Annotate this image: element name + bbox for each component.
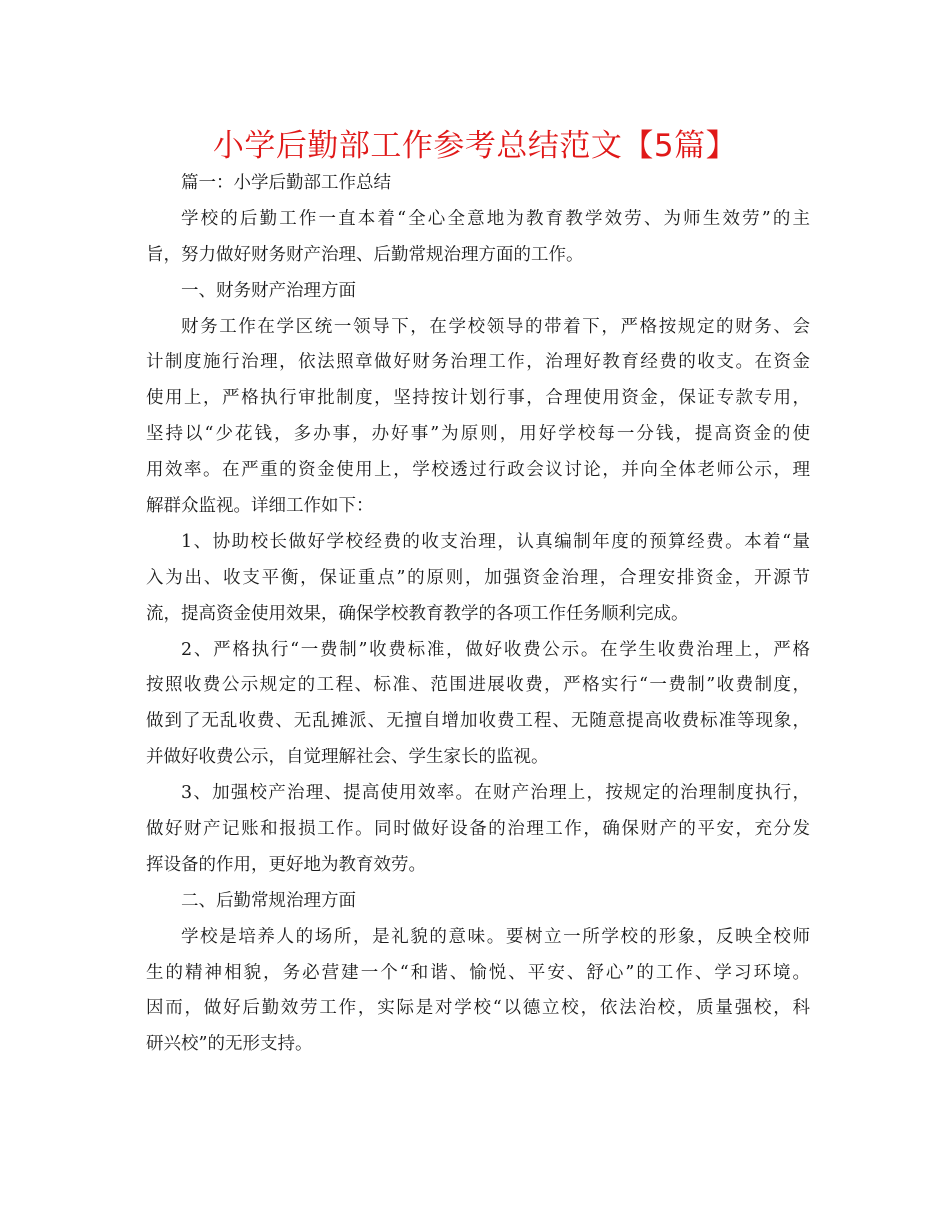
text-line: 生的精神相貌，务必营建一个“和谐、愉悦、平安、舒心”的工作、学习环境。 — [146, 962, 810, 983]
document-title: 小学后勤部工作参考总结范文【5篇】 — [212, 128, 738, 164]
text-line: 坚持以“少花钱，多办事，办好事”为原则，用好学校每一分钱，提高资金的使 — [146, 424, 810, 445]
text-line: 并做好收费公示，自觉理解社会、学生家长的监视。 — [146, 747, 549, 768]
text-line: 学校是培养人的场所，是礼貌的意味。要树立一所学校的形象，反映全校师 — [181, 926, 810, 947]
text-line: 做到了无乱收费、无乱摊派、无擅自增加收费工程、无随意提高收费标准等现象， — [146, 711, 810, 732]
text-line: 入为出、收支平衡，保证重点”的原则，加强资金治理，合理安排资金，开源节 — [146, 567, 810, 588]
text-line: 解群众监视。详细工作如下： — [146, 496, 374, 517]
text-line: 旨，努力做好财务财产治理、后勤常规治理方面的工作。 — [146, 244, 584, 265]
text-line: 3、加强校产治理、提高使用效率。在财产治理上，按规定的治理制度执行， — [181, 783, 810, 804]
text-line: 2、严格执行“一费制”收费标准，做好收费公示。在学生收费治理上，严格 — [181, 639, 810, 660]
text-line: 流，提高资金使用效果，确保学校教育教学的各项工作任务顺利完成。 — [146, 603, 689, 624]
text-line: 因而，做好后勤效劳工作，实际是对学校“以德立校，依法治校，质量强校，科 — [146, 998, 810, 1019]
text-line: 学校的后勤工作一直本着“全心全意地为教育教学效劳、为师生效劳”的主 — [181, 208, 810, 229]
text-line: 做好财产记账和报损工作。同时做好设备的治理工作，确保财产的平安，充分发 — [146, 819, 810, 840]
text-line: 篇一：小学后勤部工作总结 — [181, 173, 391, 193]
text-line: 1、协助校长做好学校经费的收支治理，认真编制年度的预算经费。本着“量 — [181, 531, 810, 552]
text-line: 研兴校”的无形支持。 — [146, 1034, 313, 1055]
text-line: 财务工作在学区统一领导下，在学校领导的带着下，严格按规定的财务、会 — [181, 316, 810, 337]
text-line: 计制度施行治理，依法照章做好财务治理工作，治理好教育经费的收支。在资金 — [146, 352, 810, 373]
text-line: 使用上，严格执行审批制度，坚持按计划行事，合理使用资金，保证专款专用， — [146, 388, 810, 409]
text-line: 按照收费公示规定的工程、标准、范围进展收费，严格实行“一费制”收费制度， — [146, 675, 810, 696]
document-body — [146, 166, 810, 1063]
text-line: 一、财务财产治理方面 — [181, 280, 356, 301]
text-line: 二、后勤常规治理方面 — [181, 890, 356, 911]
text-line: 挥设备的作用，更好地为教育效劳。 — [146, 854, 426, 875]
text-line: 用效率。在严重的资金使用上，学校透过行政会议讨论，并向全体老师公示，理 — [146, 460, 810, 481]
